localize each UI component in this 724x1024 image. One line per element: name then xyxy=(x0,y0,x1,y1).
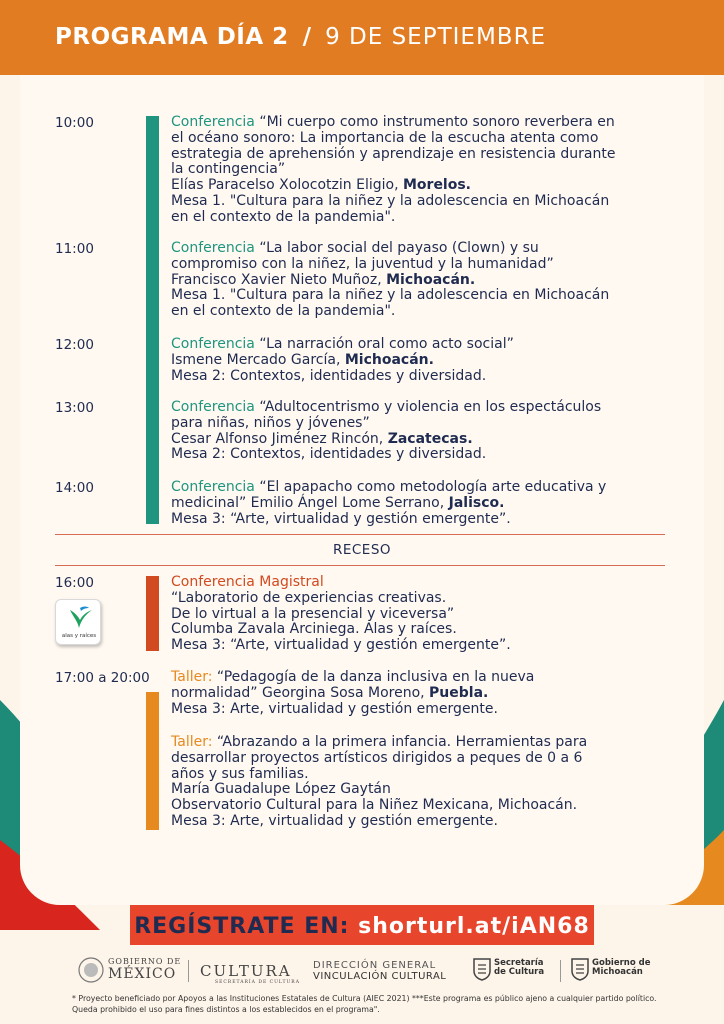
secretaria-line1: Secretaría xyxy=(494,958,544,968)
entry-line: Observatorio Cultural para la Niñez Mexicana, Michoacán. xyxy=(171,797,578,814)
entry-line: Mesa 3: Arte, virtualidad y gestión emergente. xyxy=(171,812,498,829)
entry-line: “El apapacho como metodología arte educativa y xyxy=(259,479,607,495)
entry-magistral xyxy=(171,575,671,654)
register-text xyxy=(130,914,594,939)
entry-label: Conferencia xyxy=(171,399,255,415)
logo-caption: alas y raíces xyxy=(61,633,97,639)
register-link[interactable]: shorturl.at/iAN68 xyxy=(358,914,590,939)
header-bar xyxy=(0,0,724,75)
entry-line: el océano sonoro: La importancia de la escucha atenta como xyxy=(171,129,599,146)
red-bar xyxy=(146,576,159,651)
entry-line: “La labor social del payaso (Clown) y su xyxy=(259,240,539,256)
entry-label: Conferencia Magistral xyxy=(171,574,324,590)
entry-1300 xyxy=(171,400,671,463)
entry-taller-1 xyxy=(171,670,671,717)
receso-label: RECESO xyxy=(332,542,392,558)
eagle-seal-icon xyxy=(78,957,104,983)
entry-mesa: Mesa 2: Contextos, identidades y diversidad. xyxy=(171,367,487,384)
alas-y-raices-logo xyxy=(55,599,101,645)
entry-line: De lo virtual a la presencial y viceversa” xyxy=(171,605,455,622)
entry-mesa: en el contexto de la pandemia". xyxy=(171,303,396,320)
entry-line: “Mi cuerpo como instrumento sonoro reverbera en xyxy=(259,114,615,130)
gobmich-line1: Gobierno de xyxy=(592,958,651,968)
footer-divider xyxy=(560,960,561,982)
entry-line: Columba Zavala Arciniega. Alas y raíces. xyxy=(171,621,457,638)
entry-mesa: Mesa 3: “Arte, virtualidad y gestión emergente”. xyxy=(171,510,511,527)
register-label: REGÍSTRATE EN: xyxy=(134,914,350,939)
entry-label: Taller: xyxy=(171,734,213,750)
time-1700: 17:00 a 20:00 xyxy=(55,670,150,686)
entry-1100 xyxy=(171,241,671,320)
title-separator: / xyxy=(302,24,312,50)
title-program: PROGRAMA DÍA 2 xyxy=(55,24,289,50)
entry-place: Morelos. xyxy=(402,177,472,194)
gobmich-line2: Michoacán xyxy=(592,967,643,977)
entry-line: compromiso con la niñez, la juventud y la humanidad” xyxy=(171,255,554,272)
secretaria-line2: de Cultura xyxy=(494,967,545,977)
gobierno-de-mexico-logo xyxy=(78,957,181,982)
entry-speaker: Cesar Alfonso Jiménez Rincón, xyxy=(171,430,384,447)
time-1200: 12:00 xyxy=(55,337,94,353)
entry-taller-2 xyxy=(171,735,671,830)
gob-mx-line2: MÉXICO xyxy=(108,966,177,982)
orange-bar xyxy=(146,692,159,830)
entry-label: Conferencia xyxy=(171,336,255,352)
title-date: 9 DE SEPTIEMBRE xyxy=(325,24,547,50)
entry-place: Jalisco. xyxy=(448,494,505,511)
entry-line: desarrollar proyectos artísticos dirigidos a peques de 0 a 6 xyxy=(171,749,583,766)
entry-mesa: Mesa 1. "Cultura para la niñez y la adolescencia en Michoacán xyxy=(171,287,610,304)
cultura-logo xyxy=(200,962,300,985)
entry-line: medicinal” Emilio Ángel Lome Serrano, xyxy=(171,494,445,511)
entry-mesa: Mesa 3: Arte, virtualidad y gestión emergente. xyxy=(171,700,498,717)
entry-1400 xyxy=(171,480,671,527)
cultura-line2: SECRETARÍA DE CULTURA xyxy=(215,980,300,985)
entry-place: Michoacán. xyxy=(386,271,476,288)
time-1100: 11:00 xyxy=(55,241,94,257)
bird-icon xyxy=(56,600,102,634)
entry-label: Conferencia xyxy=(171,479,255,495)
time-1000: 10:00 xyxy=(55,115,94,131)
time-1300: 13:00 xyxy=(55,400,94,416)
entry-1000 xyxy=(171,115,671,226)
entry-mesa: Mesa 2: Contextos, identidades y diversidad. xyxy=(171,446,487,463)
direccion-logo xyxy=(313,960,446,982)
footer-divider xyxy=(188,960,189,982)
direccion-line2: VINCULACIÓN CULTURAL xyxy=(313,971,447,982)
divider-top xyxy=(55,534,665,535)
entry-line: María Guadalupe López Gaytán xyxy=(171,781,391,798)
entry-place: Zacatecas. xyxy=(387,430,473,447)
disclaimer-text: * Proyecto beneficiado por Apoyos a las Instituciones Estatales de Cultura (AIEC 2021) ***Este programa es público ajeno a cualquier partido político. Queda prohibido el uso para fines distintos a los establecidos en el programa". xyxy=(72,994,657,1014)
entry-line: para niñas, niños y jóvenes” xyxy=(171,414,370,431)
entry-1200 xyxy=(171,337,671,384)
entry-line: “La narración oral como acto social” xyxy=(259,336,514,352)
entry-speaker: Elías Paracelso Xolocotzin Eligio, xyxy=(171,177,399,194)
gob-mx-line1: GOBIERNO DE xyxy=(108,957,182,966)
entry-speaker: Francisco Xavier Nieto Muñoz, xyxy=(171,271,382,288)
entry-line: “Pedagogía de la danza inclusiva en la nueva xyxy=(216,669,535,685)
cultura-line1: CULTURA xyxy=(200,962,292,980)
shield-icon xyxy=(472,957,492,981)
entry-line: “Abrazando a la primera infancia. Herramientas para xyxy=(216,734,588,750)
page-title xyxy=(55,24,546,50)
green-bar xyxy=(146,116,159,524)
entry-line: “Adultocentrismo y violencia en los espectáculos xyxy=(259,399,602,415)
entry-label: Taller: xyxy=(171,669,213,685)
direccion-line1: DIRECCIÓN GENERAL xyxy=(313,960,437,971)
entry-line: años y sus familias. xyxy=(171,765,309,782)
time-1400: 14:00 xyxy=(55,480,94,496)
register-banner[interactable] xyxy=(130,905,594,945)
entry-label: Conferencia xyxy=(171,240,255,256)
entry-line: normalidad” Georgina Sosa Moreno, xyxy=(171,684,425,701)
entry-mesa: en el contexto de la pandemia". xyxy=(171,208,396,225)
entry-place: Puebla. xyxy=(429,684,489,701)
entry-line: estrategia de aprehensión y aprendizaje en resistencia durante xyxy=(171,145,616,162)
entry-speaker: Ismene Mercado García, xyxy=(171,351,341,368)
entry-mesa: Mesa 1. "Cultura para la niñez y la adolescencia en Michoacán xyxy=(171,192,610,209)
divider-bottom xyxy=(55,565,665,566)
entry-label: Conferencia xyxy=(171,114,255,130)
entry-line: Mesa 3: “Arte, virtualidad y gestión emergente”. xyxy=(171,637,511,654)
entry-line: “Laboratorio de experiencias creativas. xyxy=(171,589,447,606)
entry-place: Michoacán. xyxy=(344,351,434,368)
entry-line: la contingencia” xyxy=(171,161,286,178)
time-1600: 16:00 xyxy=(55,575,94,591)
shield-icon xyxy=(570,957,590,981)
